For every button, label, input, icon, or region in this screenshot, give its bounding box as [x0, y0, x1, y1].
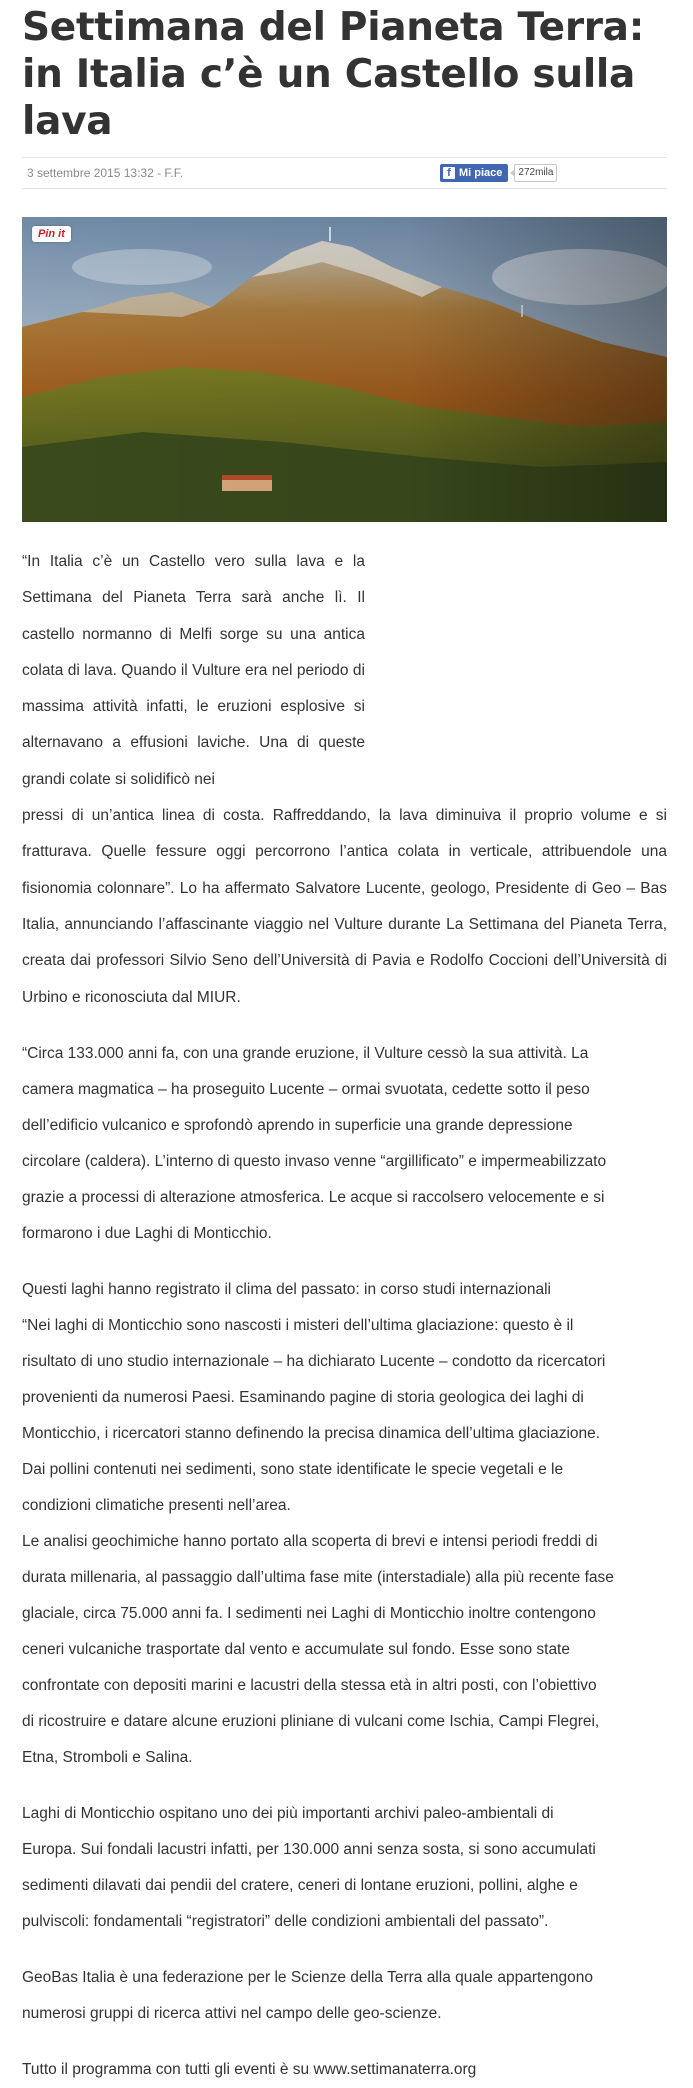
paragraph-1 [22, 544, 667, 1016]
paragraph-line: ceneri vulcaniche trasportate dal vento e accumulate sul fondo. Esse sono state [22, 1640, 570, 1658]
paragraph-line: durata millenaria, al passaggio dall’ultima fase mite (interstadiale) alla più recente fase [22, 1568, 614, 1586]
paragraph-1-narrow: “In Italia c’è un Castello vero sulla lava e la Settimana del Pianeta Terra sarà anche lì. Il castello normanno di Melfi sorge su una antica colata di lava. Quando il Vulture era nel periodo di massima attività infatti, le eruzioni esplosive si alternavano a effusioni laviche. Una di queste grandi colate si solidificò nei [22, 553, 365, 788]
paragraph-line: GeoBas Italia è una federazione per le Scienze della Terra alla quale appartengono [22, 1968, 594, 1986]
paragraph-3 [22, 1272, 667, 1776]
mountain-landscape-image [22, 217, 667, 522]
paragraph-line: dell’edificio vulcanico e sprofondò aprendo in superficie una grande depressione [22, 1116, 573, 1134]
paragraph-line: Laghi di Monticchio ospitano uno dei più importanti archivi paleo-ambientali di [22, 1804, 554, 1822]
facebook-like-label: Mi piace [459, 167, 503, 179]
paragraph-line: confrontate con depositi marini e lacustri della stessa età in altri posti, con l’obiettivo [22, 1676, 597, 1694]
paragraph-6 [22, 2052, 667, 2088]
paragraph-2 [22, 1036, 667, 1252]
paragraph-line: grazie a processi di alterazione atmosferica. Le acque si raccolsero velocemente e si [22, 1188, 605, 1206]
facebook-like-widget [440, 164, 557, 182]
article-title: Settimana del Pianeta Terra: in Italia c’è un Castello sulla lava [22, 5, 644, 144]
paragraph-line: “Nei laghi di Monticchio sono nascosti i misteri dell’ultima glaciazione: questo è il [22, 1316, 574, 1334]
article-meta [22, 157, 667, 189]
facebook-like-button[interactable] [440, 164, 508, 182]
paragraph-line: provenienti da numerosi Paesi. Esaminando pagine di storia geologica dei laghi di [22, 1388, 584, 1406]
paragraph-4 [22, 1796, 667, 1940]
paragraph-line: Le analisi geochimiche hanno portato alla scoperta di brevi e intensi periodi freddi di [22, 1532, 598, 1550]
paragraph-line: di ricostruire e datare alcune eruzioni pliniane di vulcani come Ischia, Campi Flegrei, [22, 1712, 600, 1730]
facebook-like-count: 272mila [514, 164, 557, 182]
program-text: Tutto il programma con tutti gli eventi è su [22, 2060, 314, 2078]
paragraph-line: circolare (caldera). L’interno di questo invaso venne “argillificato” e impermeabilizzato [22, 1152, 607, 1170]
paragraph-line: Questi laghi hanno registrato il clima del passato: in corso studi internazionali [22, 1280, 552, 1298]
program-link[interactable]: www.settimanaterra.org [313, 2060, 477, 2078]
paragraph-line: formarono i due Laghi di Monticchio. [22, 1224, 272, 1242]
paragraph-line: camera magmatica – ha proseguito Lucente – ormai svuotata, cedette sotto il peso [22, 1080, 590, 1098]
paragraph-line: Etna, Stromboli e Salina. [22, 1748, 193, 1766]
article-body [22, 544, 667, 2088]
paragraph-line: Monticchio, i ricercatori stanno definendo la precisa dinamica dell’ultima glaciazione. [22, 1424, 601, 1442]
paragraph-line: Europa. Sui fondali lacustri infatti, per 130.000 anni senza sosta, si sono accumulati [22, 1840, 596, 1858]
paragraph-1-wide: pressi di un’antica linea di costa. Raffreddando, la lava diminuiva il proprio volume e si fratturava. Quelle fessure oggi percorrono l’antica colata in verticale, attribuendole una fisionomia colonnare”. Lo ha affermato Salvatore Lucente, geologo, Presidente di Geo – Bas Italia, annunciando l’affascinante viaggio nel Vulture durante La Settimana del Pianeta Terra, creata dai professori Silvio Seno dell’Università di Pavia e Rodolfo Coccioni dell’Università di Urbino e riconosciuta dal MIUR. [22, 807, 667, 1006]
paragraph-line: condizioni climatiche presenti nell’area. [22, 1496, 291, 1514]
article [22, 4, 667, 2088]
hero-image [22, 217, 667, 522]
pin-it-button[interactable]: Pin it [32, 226, 71, 242]
paragraph-line: pulviscoli: fondamentali “registratori” delle condizioni ambientali del passato”. [22, 1912, 549, 1930]
paragraph-5 [22, 1960, 667, 2032]
paragraph-line: Dai pollini contenuti nei sedimenti, sono state identificate le specie vegetali e le [22, 1460, 564, 1478]
paragraph-line: risultato di uno studio internazionale – ha dichiarato Lucente – condotto da ricercatori [22, 1352, 606, 1370]
facebook-f-icon: f [443, 167, 455, 179]
paragraph-line: glaciale, circa 75.000 anni fa. I sedimenti nei Laghi di Monticchio inoltre contengono [22, 1604, 596, 1622]
paragraph-line: sedimenti dilavati dai pendii del cratere, ceneri di lontane eruzioni, pollini, alghe e [22, 1876, 578, 1894]
paragraph-line: numerosi gruppi di ricerca attivi nel campo delle geo-scienze. [22, 2004, 442, 2022]
article-date-author: 3 settembre 2015 13:32 - F.F. [27, 166, 184, 180]
paragraph-line: “Circa 133.000 anni fa, con una grande eruzione, il Vulture cessò la sua attività. La [22, 1044, 589, 1062]
